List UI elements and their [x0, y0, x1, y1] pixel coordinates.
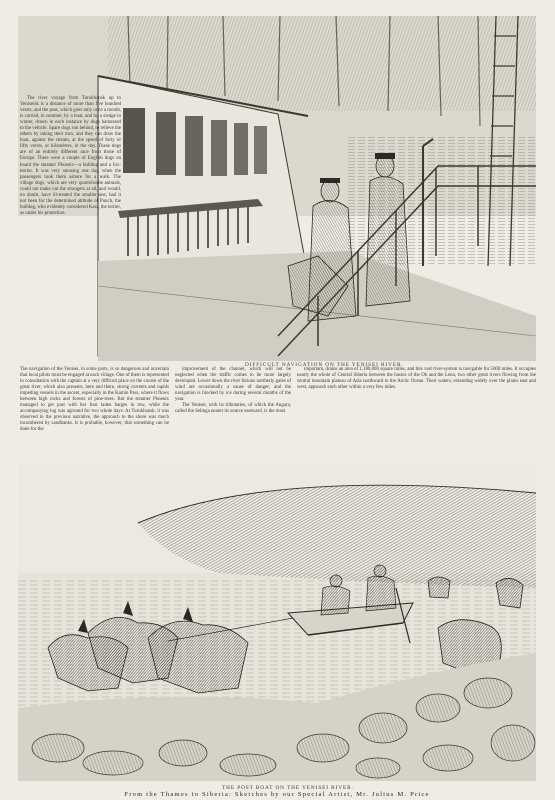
article-paragraph: important, drains an area of 1,180,000 square miles, and this vast river-system is navigable for 5000 miles. It occupies nearly the whole of Central Siberia between the basins of the Ob and the Lena, two other great rivers flowing from the central mountain plateau of Asia northward to the Arctic Ocean. Their waters, extending widely over the plains east and west, approach each other within a very few miles.: [297, 367, 536, 391]
article-paragraph: The navigation of the Yenisei, in some parts, is so dangerous and uncertain that local pilots must be engaged at each village. One of them is represented in consultation with the captain at a very difficult place on the course of the great river, which also presents, here and there, strong currents and rapids impeding vessels in the ascent, especially in the Kamin Pass, where it flows between high rocks and forests of pine-trees. But the steamer Phoenix managed to get past with her four laden barges in tow, while the accompanying tug was aground for two whole days. At Turukhansk, it was observed in the previous narrative, the approach to the shore was much incumbered by sandbanks. It is probable, however, that something can be done for the: [20, 367, 169, 433]
article-column-left: [20, 96, 121, 217]
page-title: From the Thames to Siberia: Sketches by our Special Artist, Mr. Julius M. Price: [124, 791, 430, 798]
article-column-right: [297, 367, 536, 391]
article-column-middle: [175, 367, 291, 415]
article-paragraph: improvement of the channel, which will not be neglected when the traffic comes to be more largely developed. Lower down the river furious northerly gales of wind are occasionally a cause of danger; and the navigation is blocked by ice during several months of the year.: [175, 367, 291, 403]
post-boat-illustration: [18, 463, 536, 781]
caption-bottom: THE POST BOAT ON THE YENISEI RIVER.: [222, 785, 354, 791]
caption-top: DIFFICULT NAVIGATION ON THE YENISEI RIVER.: [245, 362, 404, 368]
article-column-continued: [20, 367, 169, 434]
article-paragraph: The river voyage from Turukhansk up to Yeniseisk is a distance of more than five hundred versts; and the post, which goes only once a month, is carried, in summer, by a boat, and by a sledge in winter, drawn in each instance by dogs harnessed to the vehicle. Spare dogs run behind, to relieve the others by taking their turn, and they can draw the boat, against the stream, at the speed of forty or fifty versts, or kilomètres, in the day. These dogs are of an entirely different race from those of Europe. There were a couple of English dogs on board the steamer Phoenix—a bulldog and a fox-terrier. It was very amusing one day, when the passengers took them ashore for a walk. The village dogs, which are very quarrelsome animals, could not make out the strangers at all, and would, no doubt, have ill-treated the smaller one, had it not been for the determined attitude of Punch, the bulldog, who evidently considered Kara, the terrier, as under his protection.: [20, 96, 121, 216]
engraving-post-boat: [18, 463, 536, 781]
article-paragraph: The Yenisei, with its tributaries, of which the Angara, called the Selinga nearer its source eastward, is the most: [175, 403, 291, 415]
